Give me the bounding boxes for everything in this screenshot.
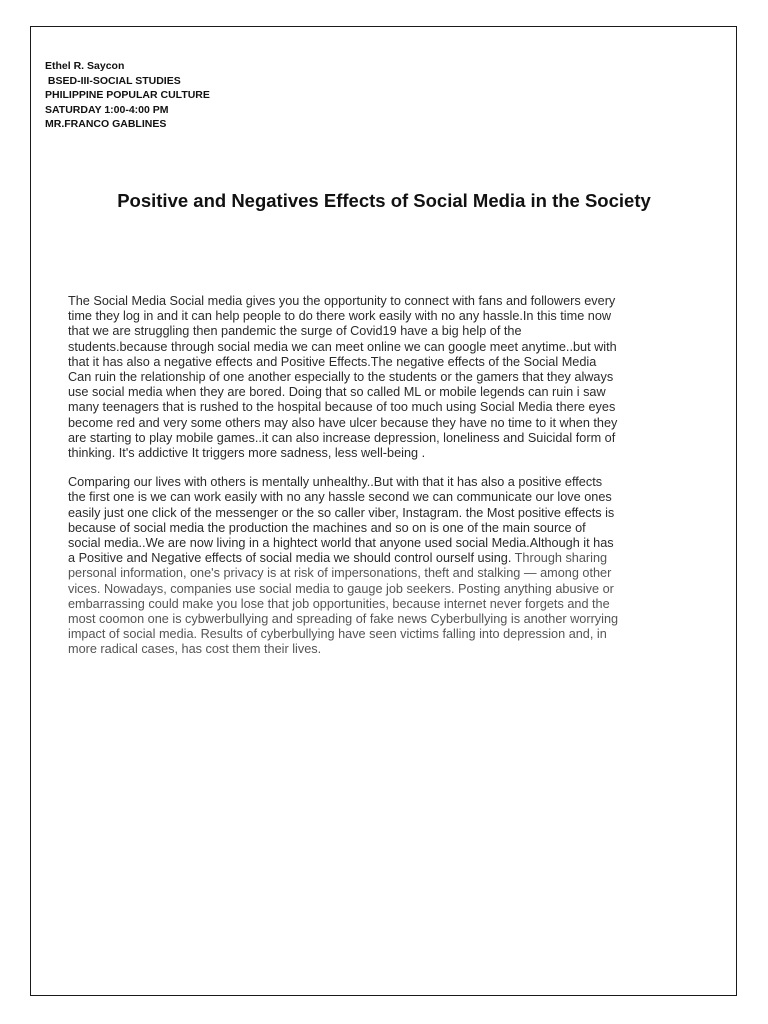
paragraph-2-quoted: Through sharing personal information, one's privacy is at risk of impersonations, theft and stalking — among other vices. Nowadays, companies use social media to gauge job seekers. Posting anything abusive or embarrassing could make you lose that job opportunities, because internet never forgets and the most coomon one is cybwerbullying and spreading of fake news Cyberbullying is another worrying impact of social media. Results of cyberbullying have seen victims falling into depression and, in more radical cases, has cost them their lives. [68,551,619,657]
author-header [45,59,210,132]
paragraph-2 [68,475,720,657]
essay-title: Positive and Negatives Effects of Social Media in the Society [117,190,651,211]
subject-line: PHILIPPINE POPULAR CULTURE [45,89,210,101]
course-line: BSED-III-SOCIAL STUDIES [45,74,181,87]
schedule-line: SATURDAY 1:00-4:00 PM [45,103,169,116]
instructor-line: MR.FRANCO GABLINES [45,118,167,130]
paragraph-2-main: Comparing our lives with others is mentally unhealthy..But with that it has also a positive effects the first one is we can work easily with no any hassle second we can communicate our love ones easily just one click of the messenger or the so caller viber, Instagram. the Most positive effects is because of social media the production the machines and so on is one of the main source of social media..We are now living in a hightect world that anyone used social Media.Although it has a Positive and Negative effects of social media we should control ourself using. [68,475,615,566]
paragraph-1: The Social Media Social media gives you the opportunity to connect with fans and followers every time they log in and it can help people to do there work easily with no any hassle.In this time now that we are struggling then pandemic the surge of Covid19 have a big help of the students.because through social media we can meet online we can google meet anytime..but with that it has also a negative effects and Positive Effects.The negative effects of the Social Media Can ruin the relationship of one another especially to the students or the gamers that they always use social media when they are bored. Doing that so called ML or mobile legends can ruin i saw many teenagers that is rushed to the hospital because of too much using Social Media there eyes become red and very some others may also have ulcer because they have no time to it when they are starting to play mobile games..it can also increase depression, loneliness and Suicidal form of thinking. It's addictive It triggers more sadness, less well-being . [68,294,618,461]
essay-body [68,294,720,658]
author-name: Ethel R. Saycon [45,60,125,72]
